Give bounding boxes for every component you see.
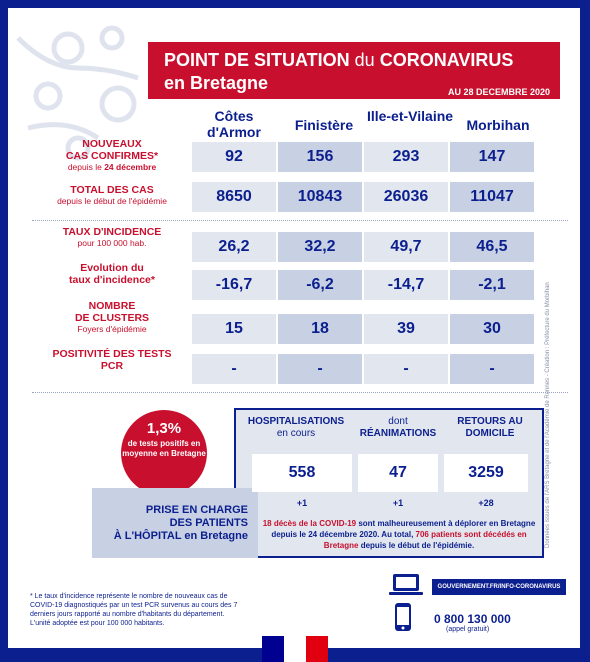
cell-clusters-4: 30: [450, 314, 534, 344]
cell-clusters-2: 18: [278, 314, 362, 344]
column-header-finistere: Finistère: [294, 117, 354, 133]
cell-evolution-incidence-3: -14,7: [364, 270, 448, 300]
footnote: * Le taux d'incidence représente le nombre de nouveaux cas de COVID-19 diagnostiqués par un test PCR survenus au cours des 7 derniers jours rapporté au nombre d'habitants du département. L'unité adoptée est pour 100 000 habitants.: [30, 593, 238, 627]
cell-taux-incidence-4: 46,5: [450, 232, 534, 262]
cell-evolution-incidence-2: -6,2: [278, 270, 362, 300]
positivity-badge: [121, 410, 207, 496]
republique-francaise-logo: [262, 636, 328, 662]
reanimations-header: dont RÉANIMATIONS: [359, 416, 437, 439]
hospitalisations-delta: +1: [296, 498, 308, 508]
cell-total-cas-2: 10843: [278, 182, 362, 212]
column-header-morbihan: Morbihan: [466, 117, 530, 133]
cell-positivite-pcr-1: -: [192, 354, 276, 384]
cell-positivite-pcr-2: -: [278, 354, 362, 384]
cell-nouveaux-cas-4: 147: [450, 142, 534, 172]
column-header-ille-et-vilaine: Ille-et-Vilaine: [366, 108, 454, 124]
row-label-clusters: NOMBRE DE CLUSTERS Foyers d'épidémie: [74, 300, 150, 334]
cell-total-cas-3: 26036: [364, 182, 448, 212]
cell-clusters-1: 15: [192, 314, 276, 344]
cell-evolution-incidence-4: -2,1: [450, 270, 534, 300]
cell-nouveaux-cas-2: 156: [278, 142, 362, 172]
retours-value: 3259: [444, 454, 528, 492]
cell-clusters-3: 39: [364, 314, 448, 344]
phone-number: 0 800 130 000: [434, 612, 511, 626]
care-title-box: [92, 488, 258, 558]
care-title: PRISE EN CHARGE DES PATIENTS À L'HÔPITAL en Bretagne: [113, 504, 248, 542]
hospitalisations-header: HOSPITALISATIONS en cours: [247, 416, 345, 439]
row-label-total-cas: TOTAL DES CAS depuis le début de l'épidémie: [57, 184, 167, 206]
cell-taux-incidence-3: 49,7: [364, 232, 448, 262]
row-label-evolution-incidence: Evolution du taux d'incidence*: [69, 262, 155, 286]
retours-header: RETOURS AU DOMICILE: [457, 416, 523, 439]
positivity-pct: 1,3%: [146, 420, 182, 437]
cell-total-cas-1: 8650: [192, 182, 276, 212]
infographic: [8, 8, 580, 648]
cell-evolution-incidence-1: -16,7: [192, 270, 276, 300]
laptop-icon: [388, 572, 424, 598]
banner-subtitle: en Bretagne: [164, 73, 269, 93]
reanimations-value: 47: [358, 454, 438, 492]
sources-text: Données issues de l'ARS Bretagne et de l'Académie de Rennes - Création : Préfecture du Morbihan: [545, 282, 551, 548]
column-header-cotes-armor: Côtes d'Armor: [207, 108, 261, 140]
reanimations-delta: +1: [392, 498, 404, 508]
row-label-taux-incidence: TAUX D'INCIDENCE pour 100 000 hab.: [62, 226, 162, 248]
divider: [32, 220, 568, 222]
banner-title: POINT DE SITUATION du CORONAVIRUS: [164, 50, 514, 70]
row-label-nouveaux-cas: NOUVEAUX CAS CONFIRMES* depuis le 24 décembre: [65, 138, 159, 172]
gov-link[interactable]: GOUVERNEMENT.FR/INFO-CORONAVIRUS: [432, 579, 566, 595]
hospitalisations-value: 558: [252, 454, 352, 492]
phone-icon: [393, 602, 413, 632]
cell-nouveaux-cas-1: 92: [192, 142, 276, 172]
deaths-text: 18 décès de la COVID-19 sont malheureusement à déplorer en Bretagne depuis le 24 décembre 2020. Au total, 706 patients sont décédés en Bretagne depuis le début de l'épidémie.: [262, 519, 536, 550]
row-label-positivite-pcr: POSITIVITÉ DES TESTS PCR: [52, 348, 172, 372]
cell-positivite-pcr-4: -: [450, 354, 534, 384]
title-banner: [148, 42, 560, 99]
positivity-text: de tests positifs en moyenne en Bretagne: [122, 439, 206, 458]
cell-taux-incidence-2: 32,2: [278, 232, 362, 262]
cell-total-cas-4: 11047: [450, 182, 534, 212]
phone-note: (appel gratuit): [446, 626, 490, 633]
cell-positivite-pcr-3: -: [364, 354, 448, 384]
cell-nouveaux-cas-3: 293: [364, 142, 448, 172]
divider: [32, 392, 568, 394]
cell-taux-incidence-1: 26,2: [192, 232, 276, 262]
retours-delta: +28: [478, 498, 494, 508]
banner-date: AU 28 DECEMBRE 2020: [447, 87, 550, 97]
